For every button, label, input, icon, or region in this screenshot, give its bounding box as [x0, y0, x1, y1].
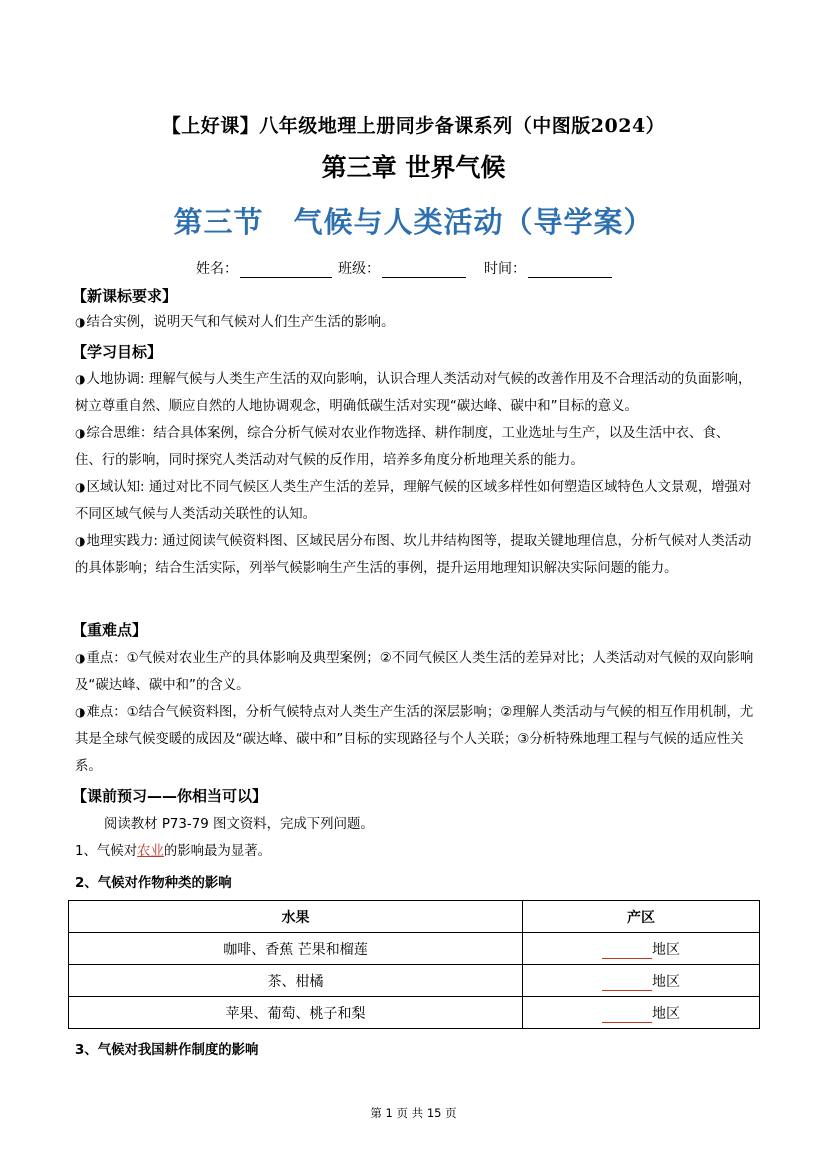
- fruit-cell: 咖啡、香蕉 芒果和榴莲: [69, 933, 523, 965]
- region-answer-blank[interactable]: [602, 942, 652, 959]
- time-blank[interactable]: [528, 259, 612, 278]
- half-filled-circle-icon: ◑: [75, 480, 86, 494]
- fruit-cell: 茶、柑橘: [69, 965, 523, 997]
- goal-item: [75, 474, 755, 528]
- class-blank[interactable]: [382, 259, 466, 278]
- standards-item: [75, 309, 755, 336]
- name-blank[interactable]: [240, 259, 332, 278]
- standards-block: [75, 309, 755, 336]
- standards-heading: 【新课标要求】: [72, 287, 178, 305]
- class-label: 班级：: [338, 261, 380, 277]
- fruit-cell: 苹果、葡萄、桃子和梨: [69, 997, 523, 1029]
- time-label: 时间：: [484, 261, 526, 277]
- page-footer: 第 1 页 共 15 页: [370, 1106, 457, 1120]
- q1-prefix: 1、气候对: [75, 844, 138, 859]
- question-3-title: 3、气候对我国耕作制度的影响: [75, 1043, 259, 1058]
- section-title: 第三节 气候与人类活动（导学案）: [173, 205, 654, 239]
- keypoint-item: [75, 699, 755, 780]
- half-filled-circle-icon: ◑: [75, 651, 86, 665]
- keypoint-item-text: 难点：①结合气候资料图，分析气候特点对人类生产生活的深层影响；②理解人类活动与气候的相互作用机制，尤其是全球气候变暖的成因及“碳达峰、碳中和”目标的实现路径与个人关联；③分析特殊地理工程与气候的适应性关系。: [75, 705, 754, 774]
- table-row: [69, 965, 760, 997]
- series-title: 【上好课】八年级地理上册同步备课系列（中图版2024）: [161, 115, 666, 137]
- region-cell: [523, 997, 760, 1029]
- table-header-fruit: 水果: [69, 901, 523, 933]
- name-label: 姓名：: [196, 261, 238, 277]
- chapter-title: 第三章 世界气候: [321, 153, 506, 182]
- region-suffix: 地区: [652, 1005, 680, 1022]
- goal-item: [75, 366, 755, 420]
- table-header-region: 产区: [523, 901, 760, 933]
- q1-suffix: 的影响最为显著。: [163, 844, 271, 859]
- question-2-title: 2、气候对作物种类的影响: [75, 876, 232, 891]
- goal-item: [75, 420, 755, 474]
- keypoints-block: [75, 645, 755, 780]
- q1-answer[interactable]: 农业: [137, 844, 164, 859]
- half-filled-circle-icon: ◑: [75, 372, 86, 386]
- goal-item-text: 人地协调: 理解气候与人类生产生活的双向影响，认识合理人类活动对气候的改善作用及不合理活动的负面影响，树立尊重自然、顺应自然的人地协调观念，明确低碳生活对实现“碳达峰、碳中和”目标的意义。: [75, 372, 752, 414]
- region-answer-blank[interactable]: [602, 1006, 652, 1023]
- crop-region-table: [68, 900, 760, 1029]
- table-header-row: [69, 901, 760, 933]
- region-suffix: 地区: [652, 973, 680, 990]
- region-cell: [523, 933, 760, 965]
- table-row: [69, 933, 760, 965]
- standards-item-text: 结合实例，说明天气和气候对人们生产生活的影响。: [86, 315, 395, 330]
- region-cell: [523, 965, 760, 997]
- keypoint-item: [75, 645, 755, 699]
- region-answer-blank[interactable]: [602, 974, 652, 991]
- goals-block: [75, 366, 755, 582]
- goals-heading: 【学习目标】: [72, 343, 163, 361]
- preview-intro: 阅读教材 P73-79 图文资料，完成下列问题。: [104, 817, 374, 832]
- half-filled-circle-icon: ◑: [75, 315, 86, 329]
- half-filled-circle-icon: ◑: [75, 426, 86, 440]
- preview-heading: 【课前预习——你相当可以】: [72, 787, 268, 805]
- goal-item-text: 地理实践力: 通过阅读气候资料图、区域民居分布图、坎儿井结构图等，提取关键地理信息，分析气候对人类活动的具体影响；结合生活实际，列举气候影响生产生活的事例，提升运用地理知识解决实际问题的能力。: [75, 534, 752, 576]
- student-info-row: [196, 258, 612, 278]
- half-filled-circle-icon: ◑: [75, 534, 86, 548]
- question-1: [75, 838, 755, 865]
- goal-item: [75, 528, 755, 582]
- half-filled-circle-icon: ◑: [75, 705, 86, 719]
- keypoints-heading: 【重难点】: [72, 621, 148, 639]
- goal-item-text: 区域认知: 通过对比不同气候区人类生产生活的差异，理解气候的区域多样性如何塑造区域特色人文景观，增强对不同区域气候与人类活动关联性的认知。: [75, 480, 752, 522]
- table-row: [69, 997, 760, 1029]
- keypoint-item-text: 重点：①气候对农业生产的具体影响及典型案例；②不同气候区人类生活的差异对比；人类活动对气候的双向影响及“碳达峰、碳中和”的含义。: [75, 651, 754, 693]
- region-suffix: 地区: [652, 941, 680, 958]
- goal-item-text: 综合思维：结合具体案例，综合分析气候对农业作物选择、耕作制度，工业选址与生产，以及生活中衣、食、住、行的影响，同时探究人类活动对气候的反作用，培养多角度分析地理关系的能力。: [75, 426, 730, 468]
